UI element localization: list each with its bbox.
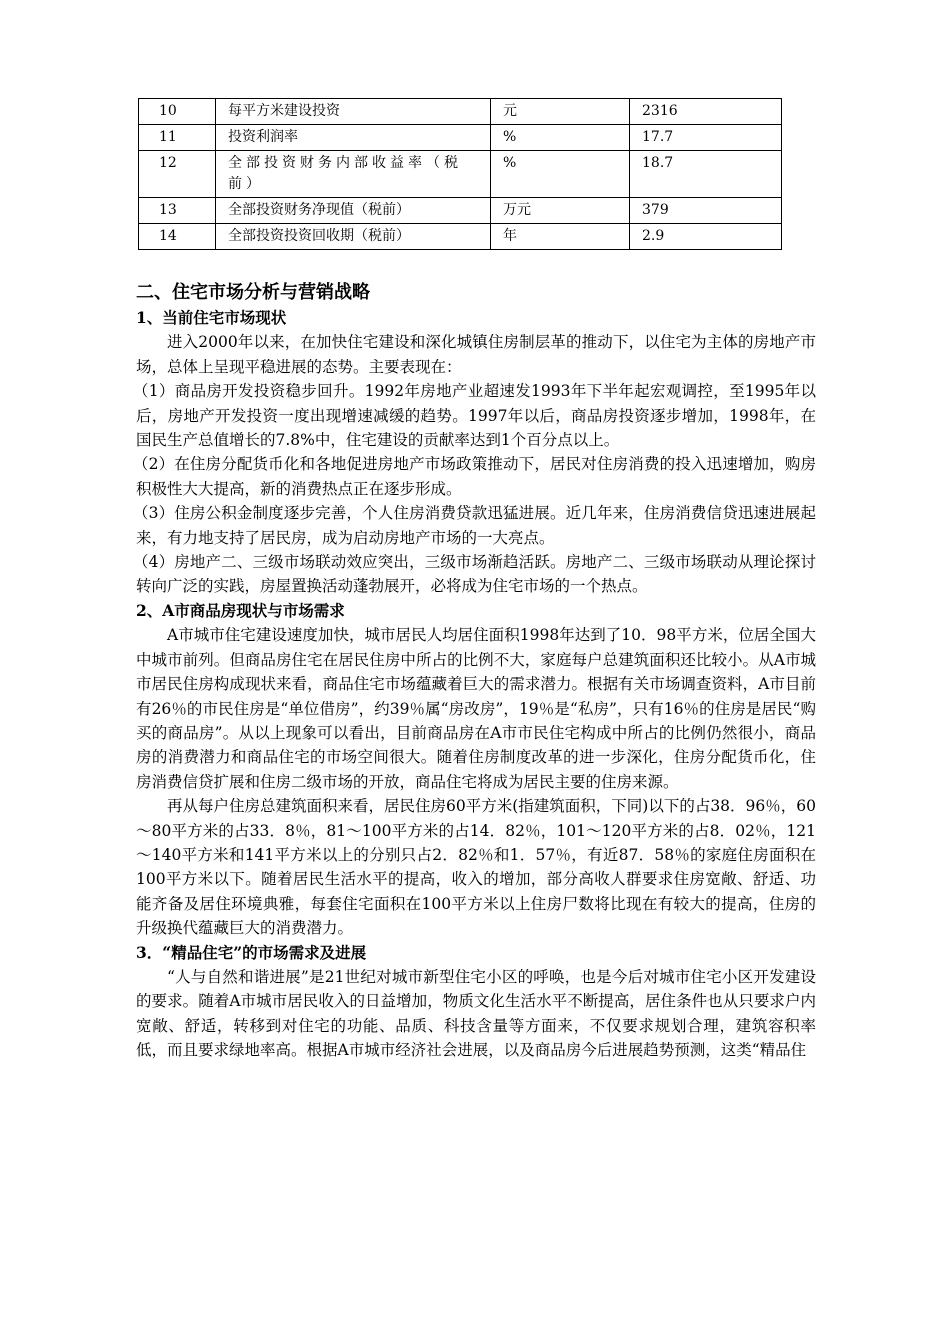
row-unit: 年 bbox=[491, 224, 630, 250]
row-value: 2.9 bbox=[630, 224, 782, 250]
subsection-title-3: 3．“精品住宅”的市场需求及进展 bbox=[136, 942, 367, 962]
row-number: 11 bbox=[139, 125, 216, 151]
subsection-title-1: 1、当前住宅市场现状 bbox=[136, 308, 287, 327]
paragraph: “人与自然和谐进展”是21世纪对城市新型住宅小区的呼唤，也是今后对城市住宅小区开发建设的要求。随着A市城市居民收入的日益增加，物质文化生活水平不断提高，居住条件也从只要求户内宽敞、舒适，转移到对住宅的功能、品质、科技含量等方面来，不仅要求规划合理，建筑容积率低，而且要求绿地率高。根据A市城市经济社会进展，以及商品房今后进展趋势预测，这类“精品住 bbox=[136, 967, 816, 1060]
indicator-table bbox=[138, 98, 782, 250]
row-value: 379 bbox=[630, 198, 782, 224]
row-number: 13 bbox=[139, 198, 216, 224]
table-row bbox=[139, 99, 782, 125]
row-number: 14 bbox=[139, 224, 216, 250]
row-unit: % bbox=[491, 151, 630, 198]
row-item: 全部投资财务净现值（税前） bbox=[216, 198, 491, 224]
table-row bbox=[139, 151, 782, 198]
section-title: 二、住宅市场分析与营销战略 bbox=[136, 282, 370, 303]
row-unit: % bbox=[491, 125, 630, 151]
row-item: 全部投资投资回收期（税前） bbox=[216, 224, 491, 250]
document-body bbox=[132, 280, 816, 1063]
list-item: （1）商品房开发投资稳步回升。1992年房地产业超速发1993年下半年起宏观调控，至1995年以后，房地产开发投资一度出现增速减缓的趋势。1997年以后，商品房投资逐步增加，1998年，在国民生产总值增长的7.8%中，住宅建设的贡献率达到1个百分点以上。 bbox=[132, 382, 816, 450]
paragraph: A市城市住宅建设速度加快，城市居民人均居住面积1998年达到了10．98平方米，位居全国大中城市前列。但商品房住宅在居民住房中所占的比例不大，家庭每户总建筑面积还比较小。从A市城市居民住房构成现状来看，商品住宅市场蕴藏着巨大的需求潜力。根据有关市场调查资料，A市目前有26％的市民住房是“单位借房”，约39％属“房改房”，19％是“私房”，只有16％的住房是居民“购买的商品房”。从以上现象可以看出，目前商品房在A市市民住宅构成中所占的比例仍然很小，商品房的消费潜力和商品住宅的市场空间很大。随着住房制度改革的进一步深化，住房分配货币化，住房消费信贷扩展和住房二级市场的开放，商品住宅将成为居民主要的住房来源。 bbox=[136, 626, 816, 791]
row-value: 17.7 bbox=[630, 125, 782, 151]
table-row bbox=[139, 224, 782, 250]
list-item: （4）房地产二、三级市场联动效应突出，三级市场渐趋活跃。房地产二、三级市场联动从理论探讨转向广泛的实践，房屋置换活动蓬勃展开，必将成为住宅市场的一个热点。 bbox=[132, 553, 816, 596]
list-item: （3）住房公积金制度逐步完善，个人住房消费贷款迅猛进展。近几年来，住房消费信贷迅速进展起来，有力地支持了居民房，成为启动房地产市场的一大亮点。 bbox=[132, 504, 816, 547]
row-number: 10 bbox=[139, 99, 216, 125]
row-unit: 元 bbox=[491, 99, 630, 125]
table-row bbox=[139, 198, 782, 224]
row-value: 18.7 bbox=[630, 151, 782, 198]
paragraph: 进入2000年以来，在加快住宅建设和深化城镇住房制层革的推动下，以住宅为主体的房地产市场，总体上呈现平稳进展的态势。主要表现在： bbox=[136, 333, 816, 376]
table-row bbox=[139, 125, 782, 151]
paragraph: 再从每户住房总建筑面积来看，居民住房60平方米(指建筑面积，下同)以下的占38．96％，60～80平方米的占33．8％，81～100平方米的占14．82％，101～120平方米的占8．02％，121～140平方米和141平方米以上的分别只占2．82％和1．57％，有近87．58％的家庭住房面积在100平方米以下。随着居民生活水平的提高，收入的增加，部分高收人群要求住房宽敞、舒适、功能齐备及居住环境典雅，每套住宅面积在100平方米以上住房尸数将比现在有较大的提高，住房的升级换代蕴藏巨大的消费潜力。 bbox=[136, 797, 816, 938]
list-item: （2）在住房分配货币化和各地促进房地产市场政策推动下，居民对住房消费的投入迅速增加，购房积极性大大提高，新的消费热点正在逐步形成。 bbox=[132, 455, 816, 498]
row-value: 2316 bbox=[630, 99, 782, 125]
row-item: 全部投资财务内部收益率（税前） bbox=[216, 151, 491, 198]
subsection-title-2: 2、A市商品房现状与市场需求 bbox=[136, 600, 345, 620]
row-number: 12 bbox=[139, 151, 216, 198]
row-item: 每平方米建设投资 bbox=[216, 99, 491, 125]
row-unit: 万元 bbox=[491, 198, 630, 224]
row-item: 投资利润率 bbox=[216, 125, 491, 151]
